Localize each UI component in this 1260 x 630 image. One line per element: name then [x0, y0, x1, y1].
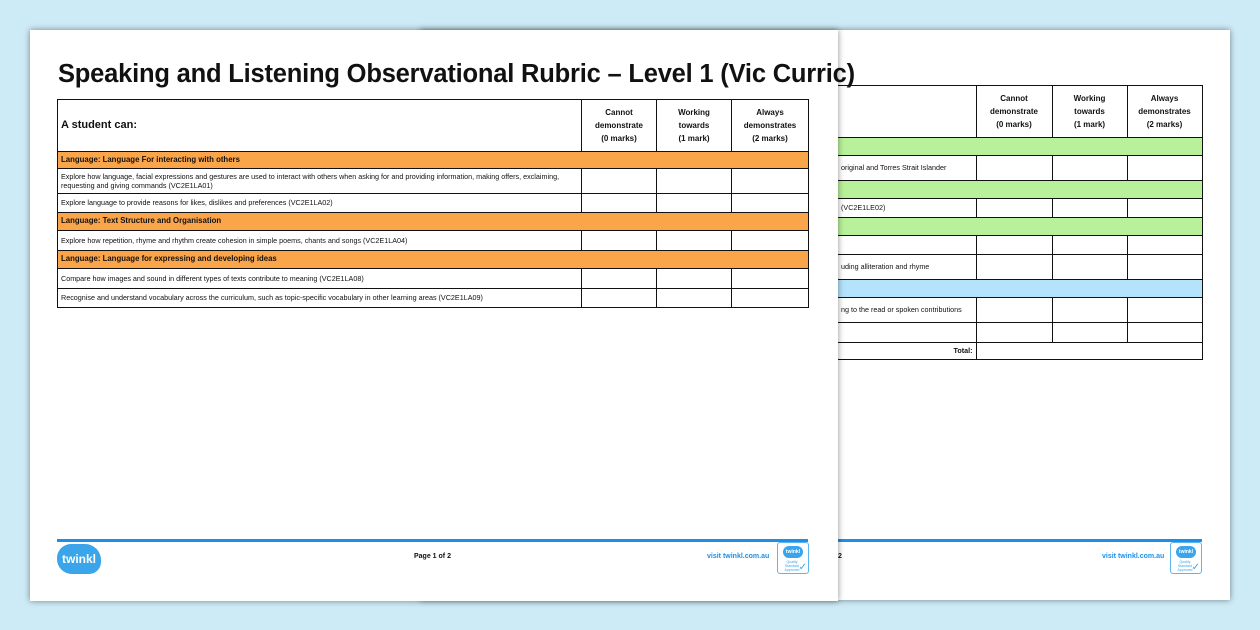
- mark-cell-always[interactable]: [1127, 323, 1202, 343]
- mark-cell-cannot[interactable]: [582, 194, 657, 213]
- section-row: [828, 218, 1202, 236]
- mark-cell-working[interactable]: [1052, 236, 1127, 255]
- section-label: Language: Text Structure and Organisation: [58, 213, 809, 231]
- criterion-text: [828, 236, 976, 255]
- mark-cell-working[interactable]: [657, 269, 732, 289]
- mark-cell-cannot[interactable]: [976, 255, 1052, 280]
- col-working-header: Working towards (1 mark): [1052, 86, 1127, 138]
- table-row: [828, 298, 1202, 323]
- mark-cell-cannot[interactable]: [976, 199, 1052, 218]
- mark-cell-working[interactable]: [1052, 298, 1127, 323]
- mark-cell-cannot[interactable]: [976, 156, 1052, 181]
- col-always-header: Always demonstrates (2 marks): [1127, 86, 1202, 138]
- section-row: [58, 213, 809, 231]
- mark-cell-cannot[interactable]: [582, 289, 657, 308]
- criterion-text: (VC2E1LE02): [828, 199, 976, 218]
- section-row: [828, 138, 1202, 156]
- section-label: [828, 280, 1202, 298]
- twinkl-logo: twinkl: [57, 544, 101, 574]
- quality-badge-icon: twinkl Quality Standard Approved ✓: [1170, 542, 1202, 574]
- criterion-text: Explore language to provide reasons for likes, dislikes and preferences (VC2E1LA02): [58, 194, 582, 213]
- mark-cell-cannot[interactable]: [582, 269, 657, 289]
- mark-cell-always[interactable]: [1127, 236, 1202, 255]
- rubric-table-page-2: [828, 85, 1203, 360]
- total-cell[interactable]: [976, 343, 1202, 360]
- mark-cell-working[interactable]: [1052, 156, 1127, 181]
- page-number: 2: [838, 553, 842, 560]
- criterion-text: original and Torres Strait Islander: [828, 156, 976, 181]
- col-always-header: Always demonstrates (2 marks): [732, 100, 809, 152]
- mark-cell-working[interactable]: [1052, 255, 1127, 280]
- criterion-text: [828, 323, 976, 343]
- table-row: [58, 289, 809, 308]
- mark-cell-cannot[interactable]: [976, 298, 1052, 323]
- col-cannot-header: Cannot demonstrate (0 marks): [582, 100, 657, 152]
- criterion-text: Explore how repetition, rhyme and rhythm create cohesion in simple poems, chants and songs (VC2E1LA04): [58, 231, 582, 251]
- page-1: [30, 30, 855, 601]
- mark-cell-always[interactable]: [732, 269, 809, 289]
- footer-rule: [837, 539, 1202, 542]
- section-row: [828, 280, 1202, 298]
- col-working-header: Working towards (1 mark): [657, 100, 732, 152]
- rubric-table: [57, 99, 809, 308]
- mark-cell-cannot[interactable]: [582, 169, 657, 194]
- page-number: Page 1 of 2: [414, 553, 451, 560]
- mark-cell-cannot[interactable]: [976, 323, 1052, 343]
- table-row: [58, 169, 809, 194]
- mark-cell-working[interactable]: [657, 194, 732, 213]
- footer-rule: [57, 539, 808, 542]
- section-label: Language: Language For interacting with others: [58, 152, 809, 169]
- mark-cell-cannot[interactable]: [582, 231, 657, 251]
- mark-cell-working[interactable]: [1052, 323, 1127, 343]
- mark-cell-always[interactable]: [732, 169, 809, 194]
- section-label: Language: Language for expressing and developing ideas: [58, 251, 809, 269]
- criterion-text: Recognise and understand vocabulary across the curriculum, such as topic-specific vocabulary in other learning areas (VC2E1LA09): [58, 289, 582, 308]
- criterion-text: uding alliteration and rhyme: [828, 255, 976, 280]
- mark-cell-cannot[interactable]: [976, 236, 1052, 255]
- mark-cell-working[interactable]: [1052, 199, 1127, 218]
- criterion-text: Compare how images and sound in different types of texts contribute to meaning (VC2E1LA08): [58, 269, 582, 289]
- table-row: [828, 199, 1202, 218]
- criteria-header: [828, 86, 976, 138]
- section-label: [828, 181, 1202, 199]
- section-label: [828, 218, 1202, 236]
- page-title: Speaking and Listening Observational Rubric – Level 1 (Vic Curric): [58, 60, 855, 88]
- table-row: [828, 323, 1202, 343]
- mark-cell-always[interactable]: [732, 289, 809, 308]
- section-row: [58, 152, 809, 169]
- mark-cell-working[interactable]: [657, 289, 732, 308]
- mark-cell-always[interactable]: [1127, 298, 1202, 323]
- section-label: [828, 138, 1202, 156]
- mark-cell-always[interactable]: [1127, 156, 1202, 181]
- visit-link[interactable]: visit twinkl.com.au: [707, 553, 770, 560]
- total-label: Total:: [828, 343, 976, 360]
- mark-cell-working[interactable]: [657, 231, 732, 251]
- section-row: [828, 181, 1202, 199]
- visit-link[interactable]: visit twinkl.com.au: [1102, 553, 1165, 560]
- col-cannot-header: Cannot demonstrate (0 marks): [976, 86, 1052, 138]
- criteria-header: A student can:: [58, 100, 582, 152]
- table-row: [58, 194, 809, 213]
- table-row: [828, 255, 1202, 280]
- mark-cell-working[interactable]: [657, 169, 732, 194]
- section-row: [58, 251, 809, 269]
- quality-badge-icon: twinkl Quality Standard Approved ✓: [777, 542, 809, 574]
- table-row: [828, 236, 1202, 255]
- mark-cell-always[interactable]: [732, 194, 809, 213]
- mark-cell-always[interactable]: [1127, 255, 1202, 280]
- criterion-text: Explore how language, facial expressions and gestures are used to interact with others when asking for and providing information, making offers, exclaiming, requesting and giving commands (VC2E1LA01): [58, 169, 582, 194]
- table-row: [58, 231, 809, 251]
- table-row: [58, 269, 809, 289]
- mark-cell-always[interactable]: [1127, 199, 1202, 218]
- table-row: [828, 156, 1202, 181]
- mark-cell-always[interactable]: [732, 231, 809, 251]
- criterion-text: ng to the read or spoken contributions: [828, 298, 976, 323]
